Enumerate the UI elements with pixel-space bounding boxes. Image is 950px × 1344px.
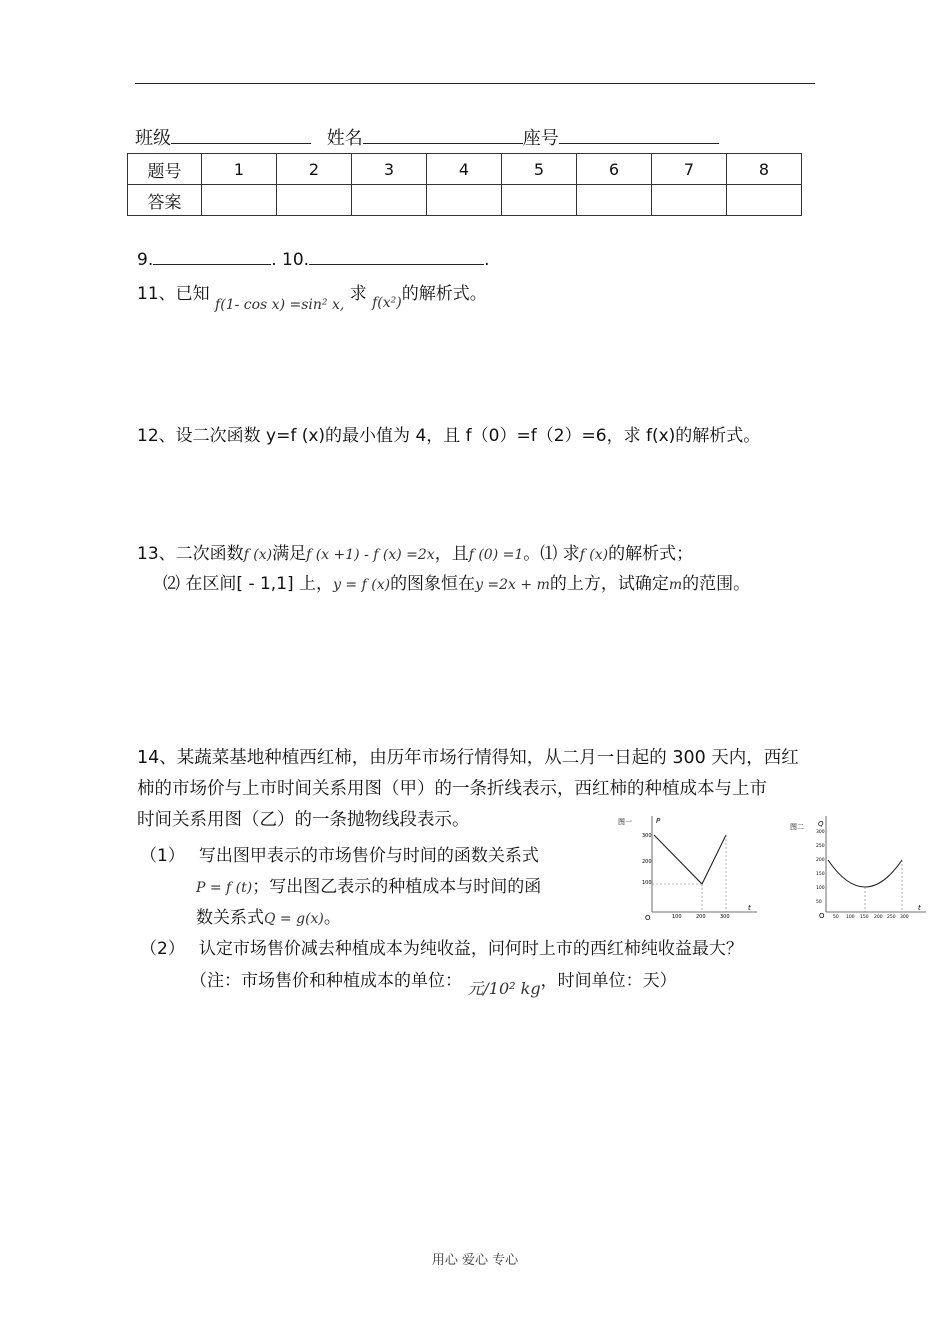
answer-cell[interactable]	[727, 185, 802, 216]
q14-unit: 元/10² kg	[467, 979, 541, 998]
fig2-cost-curve	[828, 860, 902, 887]
name-blank[interactable]	[363, 125, 523, 144]
class-label: 班级	[135, 128, 171, 149]
question-13-line2	[163, 569, 750, 594]
q10-blank[interactable]	[309, 248, 484, 265]
q13-formula: y = f (x)	[333, 577, 391, 593]
answer-cell[interactable]	[652, 185, 727, 216]
fill-in-line	[137, 248, 489, 270]
q13-text: 的范围。	[682, 574, 751, 594]
fig1-price-line	[654, 835, 726, 884]
fig2-axis-x: t	[918, 904, 921, 912]
fig2-ytick: 150	[816, 872, 825, 877]
answer-header: 答案	[128, 185, 202, 216]
fig2-ytick: 200	[816, 858, 825, 863]
q13-text: 满足	[272, 544, 307, 564]
fig2-ytick: 250	[816, 844, 825, 849]
q9-label: 9.	[137, 250, 154, 270]
q14-formula: Q = g(x)	[264, 911, 324, 927]
seat-blank[interactable]	[559, 125, 719, 144]
q14-part-label: （1）	[140, 846, 185, 866]
table-cell: 1	[202, 154, 277, 185]
answer-cell[interactable]	[427, 185, 502, 216]
q13-formula: f (x +1) - f (x) =2x	[306, 547, 435, 563]
fig2-ytick: 100	[816, 886, 825, 891]
q14-part1-line3	[196, 903, 341, 928]
q9-blank[interactable]	[153, 248, 271, 265]
q11-target: f(x²)	[372, 295, 402, 311]
fig1-xtick: 100	[672, 914, 682, 920]
table-cell: 2	[277, 154, 352, 185]
fig1-ytick: 300	[642, 833, 652, 839]
q13-text: ，且	[434, 544, 469, 564]
fig1-label: 图一	[618, 818, 632, 826]
q14-part1-line2	[196, 872, 541, 897]
q13-formula: f (x)	[243, 547, 273, 563]
q14-line: 时间关系用图（乙）的一条抛物线段表示。	[137, 810, 470, 830]
q11-mid: 求	[349, 284, 367, 304]
question-number-header: 题号	[128, 154, 202, 185]
fig2-xtick: 50	[833, 915, 839, 920]
q13-formula: m	[668, 577, 683, 593]
answer-table	[127, 153, 802, 216]
student-info-fields	[135, 124, 719, 150]
table-cell: 6	[577, 154, 652, 185]
fig2-xtick: 200	[874, 915, 883, 920]
fig2-ytick: 300	[816, 830, 825, 835]
seat-label: 座号	[522, 128, 559, 149]
q14-part2	[140, 934, 743, 959]
q14-text: 写出图甲表示的市场售价与时间的函数关系式	[198, 846, 539, 866]
question-12: 12、设二次函数 y=f (x)的最小值为 4，且 f（0）=f（2）=6，求 f(x)的解析式。	[137, 426, 761, 446]
q11-formula: f(1- cos x) =sin² x,	[215, 297, 345, 313]
q13-text: 的解析式；	[608, 544, 694, 564]
answer-cell[interactable]	[352, 185, 427, 216]
q14-text: ，时间单位：天）	[540, 971, 677, 991]
fig2-xtick: 300	[900, 915, 909, 920]
q13-text: 的上方，试确定	[549, 574, 669, 594]
question-13-line1	[137, 539, 693, 564]
q14-formula: P = f (t)	[196, 880, 253, 896]
table-cell: 3	[352, 154, 427, 185]
q14-line: 柿的市场价与上市时间关系用图（甲）的一条折线表示，西红柿的种植成本与上市	[137, 779, 767, 799]
q14-part1-line1	[140, 841, 539, 866]
table-row	[128, 185, 802, 216]
fig1-ytick: 200	[642, 859, 652, 865]
q14-text: ；写出图乙表示的种植成本与时间的函	[252, 877, 542, 897]
q10-label: . 10.	[271, 250, 310, 270]
class-blank[interactable]	[171, 125, 311, 144]
fill-end: .	[484, 250, 490, 270]
answer-cell[interactable]	[277, 185, 352, 216]
table-cell: 7	[652, 154, 727, 185]
fig2-xtick: 250	[887, 915, 896, 920]
q11-prefix: 11、已知	[137, 284, 210, 304]
fig1-xtick: 300	[720, 914, 730, 920]
figure-cost-chart	[788, 814, 938, 924]
q13-text: 的图象恒在	[390, 574, 476, 594]
q14-text: 数关系式	[196, 908, 264, 928]
name-label: 姓名	[326, 128, 363, 149]
q14-text: 认定市场售价减去种植成本为纯收益，问何时上市的西红柿纯收益最大？	[198, 939, 743, 959]
table-cell: 8	[727, 154, 802, 185]
table-row	[128, 154, 802, 185]
q13-text: 13、二次函数	[137, 544, 244, 564]
answer-cell[interactable]	[202, 185, 277, 216]
q13-formula: y =2x + m	[475, 577, 550, 593]
fig2-ytick: 50	[816, 900, 822, 905]
q14-part-label: （2）	[140, 939, 185, 959]
fig2-origin: O	[819, 912, 825, 920]
fig1-ytick: 100	[642, 880, 652, 886]
q13-text: ⑵ 在区间[ - 1,1] 上，	[163, 574, 334, 594]
q13-formula: f (x)	[579, 547, 609, 563]
q14-note	[190, 966, 677, 998]
table-cell: 4	[427, 154, 502, 185]
top-rule	[135, 83, 815, 84]
q11-suffix: 的解析式。	[401, 284, 487, 304]
q14-text: （注：市场售价和种植成本的单位：	[190, 971, 462, 991]
answer-cell[interactable]	[502, 185, 577, 216]
figure-price-chart	[612, 814, 762, 924]
q13-text: 。⑴ 求	[523, 544, 580, 564]
q14-line: 14、某蔬菜基地种植西红柿，由历年市场行情得知，从二月一日起的 300 天内，西红	[137, 748, 799, 768]
fig1-xtick: 200	[696, 914, 706, 920]
fig2-xtick: 100	[846, 915, 855, 920]
table-cell: 5	[502, 154, 577, 185]
fig1-axis-x: t	[748, 904, 751, 912]
answer-cell[interactable]	[577, 185, 652, 216]
fig1-axis-y: P	[656, 817, 661, 825]
q14-text: 。	[323, 908, 341, 928]
fig2-axis-y: Q	[818, 820, 824, 828]
fig1-origin: O	[645, 914, 651, 922]
q13-formula: f (0) =1	[468, 547, 524, 563]
question-11	[137, 279, 487, 313]
fig2-label: 图二	[790, 823, 804, 831]
page-footer: 用心 爱心 专心	[431, 1253, 519, 1268]
fig2-xtick: 150	[860, 915, 869, 920]
